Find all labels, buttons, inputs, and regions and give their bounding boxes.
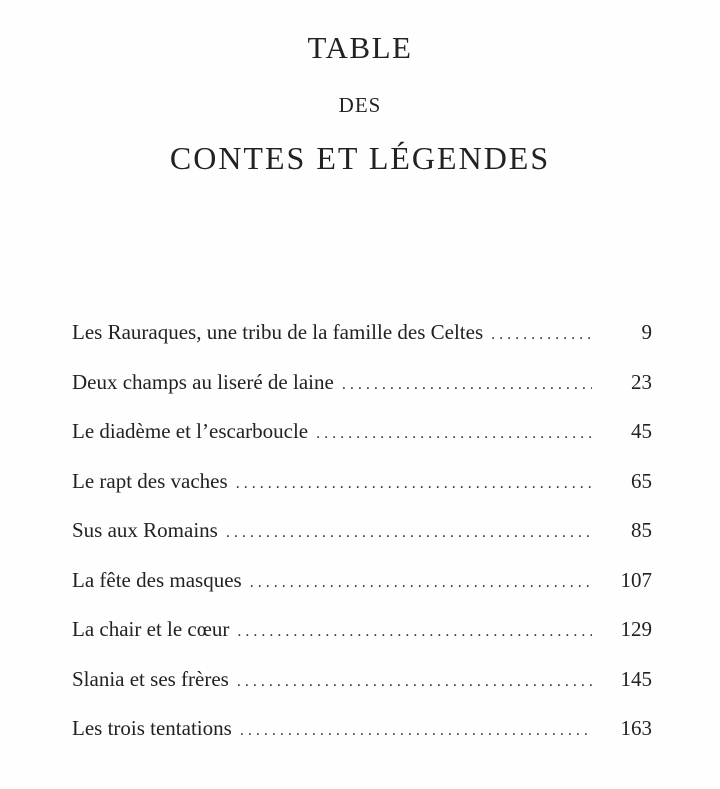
heading-contes-et-legendes: CONTES ET LÉGENDES [169, 140, 551, 176]
dot-leader [237, 623, 592, 641]
toc-entry-title: Le rapt des vaches [72, 468, 228, 493]
toc-entry [72, 469, 652, 519]
table-of-contents [72, 320, 652, 766]
toc-entry [72, 568, 652, 618]
dot-leader [236, 475, 592, 493]
toc-entry-title: Deux champs au liseré de laine [72, 369, 334, 394]
dot-leader [250, 574, 592, 592]
toc-entry-title: La fête des masques [72, 567, 242, 592]
heading-des: DES [338, 93, 382, 117]
toc-entry-page: 85 [631, 518, 652, 542]
dot-leader [226, 524, 592, 542]
toc-entry-page: 23 [631, 369, 652, 394]
dot-leader [237, 673, 592, 691]
toc-entry-title: Slania et ses frères [72, 666, 229, 691]
toc-entry-page: 145 [620, 666, 652, 691]
toc-entry-title: Les Rauraques, une tribu de la famille des Celtes [72, 320, 484, 344]
dot-leader [342, 376, 592, 394]
toc-entry-title: La chair et le cœur [72, 617, 230, 641]
toc-entry [72, 370, 652, 420]
toc-entry [72, 320, 652, 370]
toc-entry-title: Le diadème et l’escarboucle [72, 419, 309, 443]
heading-table: TABLE [307, 30, 413, 65]
toc-entry [72, 716, 652, 766]
toc-entry [72, 667, 652, 717]
dot-leader [316, 425, 592, 443]
toc-entry-page: 107 [620, 567, 652, 592]
toc-entry-page: 163 [620, 716, 652, 740]
toc-entry-page: 129 [620, 617, 652, 641]
toc-entry-title: Les trois tentations [72, 716, 232, 740]
toc-entry-page: 65 [631, 468, 652, 493]
dot-leader [491, 326, 592, 344]
toc-entry [72, 518, 652, 568]
toc-entry-page: 45 [631, 419, 652, 443]
toc-entry-title: Sus aux Romains [72, 518, 218, 542]
toc-entry [72, 617, 652, 667]
dot-leader [240, 722, 592, 740]
toc-entry-page: 9 [641, 320, 652, 344]
toc-entry [72, 419, 652, 469]
